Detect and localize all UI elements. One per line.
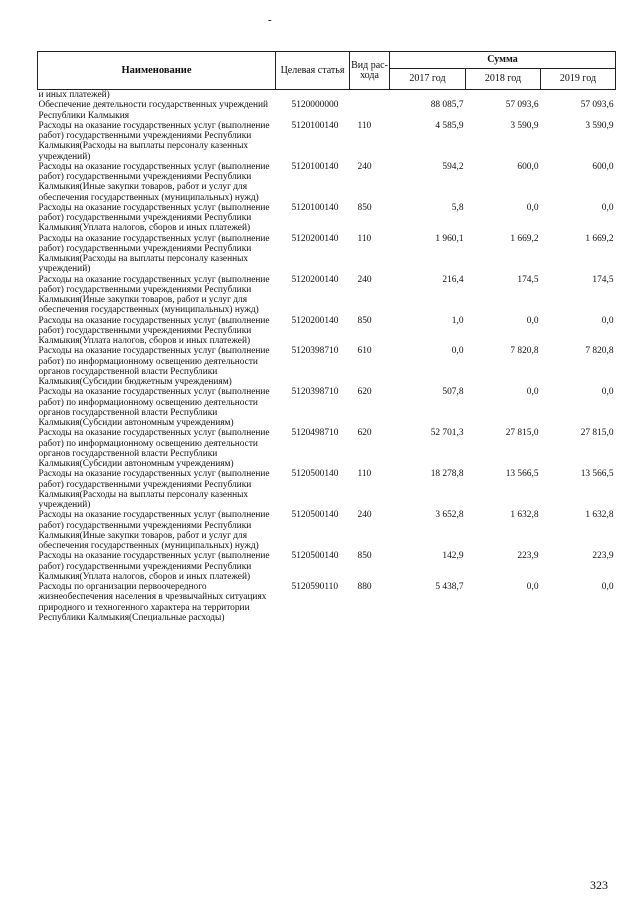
row-sum-2018: 600,0 bbox=[517, 161, 539, 172]
table-row bbox=[38, 428, 616, 469]
row-vid bbox=[350, 90, 390, 101]
row-sum-2019: 174,5 bbox=[592, 274, 614, 285]
table-row bbox=[38, 551, 616, 582]
row-vid: 240 bbox=[357, 161, 372, 172]
row-name: Расходы на оказание государственных услуг (выполнение работ) государственными учреждениями Республики Калмыкия(Расходы на выплаты персоналу казенных учреждений) bbox=[38, 233, 270, 275]
row-sum-2017: 0,0 bbox=[451, 346, 464, 357]
row-vid: 110 bbox=[357, 469, 372, 480]
row-sum-2019: 13 566,5 bbox=[580, 469, 614, 480]
row-sum-2019: 0,0 bbox=[601, 582, 614, 592]
header-sum: Сумма bbox=[390, 52, 616, 69]
row-code: 5120500140 bbox=[291, 469, 339, 480]
row-code: 5120398710 bbox=[291, 346, 339, 357]
row-sum-2018: 1 669,2 bbox=[510, 233, 539, 244]
top-mark: - bbox=[268, 14, 272, 26]
row-name: Обеспечение деятельности государственных учреждений Республики Калмыкия bbox=[38, 100, 268, 121]
row-vid: 850 bbox=[357, 202, 372, 213]
table-row bbox=[38, 100, 616, 121]
row-sum-2018: 0,0 bbox=[526, 582, 539, 592]
row-name: Расходы на оказание государственных услуг (выполнение работ) государственными учреждениями Республики Калмыкия(Расходы на выплаты персоналу казенных учреждений) bbox=[38, 469, 270, 510]
table-row bbox=[38, 510, 616, 551]
table-row bbox=[38, 162, 616, 203]
row-code: 5120000000 bbox=[291, 100, 339, 111]
row-sum-2017: 216,4 bbox=[442, 274, 464, 285]
row-sum-2017: 142,9 bbox=[442, 551, 464, 562]
row-vid: 610 bbox=[357, 346, 372, 357]
row-sum-2019: 7 820,8 bbox=[585, 346, 614, 357]
row-code: 5120398710 bbox=[291, 387, 339, 398]
row-vid: 110 bbox=[357, 233, 372, 244]
row-name: Расходы на оказание государственных услуг (выполнение работ) государственными учреждениями Республики Калмыкия(Иные закупки товаров, работ и услуг для обеспечения государственных (муниципальных) нужд) bbox=[38, 510, 270, 551]
row-sum-2019: 1 669,2 bbox=[585, 233, 614, 244]
row-name: Расходы на оказание государственных услуг (выполнение работ) государственными учреждениями Республики Калмыкия(Уплата налогов, сборов и иных платежей) bbox=[38, 202, 270, 234]
row-sum-2018: 0,0 bbox=[526, 202, 539, 213]
row-name: Расходы на оказание государственных услуг (выполнение работ) по информационному освещению деятельности органов государственной власти Республики Калмыкия(Субсидии автономным учреждениям) bbox=[38, 387, 270, 428]
row-code bbox=[276, 90, 350, 101]
table-row bbox=[38, 316, 616, 347]
row-sum-2018: 0,0 bbox=[526, 387, 539, 398]
row-name: Расходы на оказание государственных услуг (выполнение работ) государственными учреждениями Республики Калмыкия(Уплата налогов, сборов и иных платежей) bbox=[38, 315, 270, 346]
row-sum-2017: 1 960,1 bbox=[435, 233, 464, 244]
row-vid: 850 bbox=[357, 551, 372, 562]
row-vid: 110 bbox=[357, 120, 372, 131]
row-code: 5120500140 bbox=[291, 510, 339, 521]
row-code: 5120100140 bbox=[291, 161, 339, 172]
row-sum-2017: 507,8 bbox=[442, 387, 464, 398]
row-vid: 620 bbox=[357, 387, 372, 398]
table-row bbox=[38, 275, 616, 316]
row-name: Расходы по организации первоочередного жизнеобеспечения населения в чрезвычайных ситуациях природного и техногенного характера на территории Республики Калмыкия(Специальные расходы) bbox=[38, 582, 267, 623]
header-vid: Вид рас-хода bbox=[350, 52, 390, 90]
row-sum-2017: 1,0 bbox=[451, 315, 464, 326]
row-sum-2018: 13 566,5 bbox=[505, 469, 539, 480]
row-code: 5120100140 bbox=[291, 120, 339, 131]
table-row bbox=[38, 234, 616, 275]
table-row bbox=[38, 346, 616, 387]
row-name: Расходы на оказание государственных услуг (выполнение работ) государственными учреждениями Республики Калмыкия(Расходы на выплаты персоналу казенных учреждений) bbox=[38, 120, 270, 162]
row-name: и иных платежей) bbox=[38, 90, 110, 100]
row-name: Расходы на оказание государственных услуг (выполнение работ) государственными учреждениями Республики Калмыкия(Иные закупки товаров, работ и услуг для обеспечения государственных (муниципальных) нужд) bbox=[38, 161, 270, 203]
row-code: 5120498710 bbox=[291, 428, 339, 439]
table-row bbox=[38, 203, 616, 234]
row-sum-2018: 3 590,9 bbox=[510, 120, 539, 131]
row-vid: 240 bbox=[357, 510, 372, 521]
table-row bbox=[38, 387, 616, 428]
row-sum-2018 bbox=[466, 90, 541, 101]
row-sum-2019: 3 590,9 bbox=[585, 120, 614, 131]
row-sum-2019: 0,0 bbox=[601, 315, 614, 326]
row-sum-2017: 3 652,8 bbox=[435, 510, 464, 521]
row-code: 5120200140 bbox=[291, 315, 339, 326]
header-year-2019: 2019 год bbox=[541, 69, 616, 90]
row-sum-2018: 223,9 bbox=[517, 551, 539, 562]
row-sum-2019: 57 093,6 bbox=[580, 100, 614, 111]
row-vid: 620 bbox=[357, 428, 372, 439]
row-code: 5120200140 bbox=[291, 274, 339, 285]
row-sum-2018: 57 093,6 bbox=[505, 100, 539, 111]
row-sum-2019 bbox=[541, 90, 616, 101]
row-code: 5120100140 bbox=[291, 202, 339, 213]
row-vid: 850 bbox=[357, 315, 372, 326]
header-year-2018: 2018 год bbox=[466, 69, 541, 90]
row-sum-2017: 88 085,7 bbox=[430, 100, 464, 111]
row-sum-2019: 600,0 bbox=[592, 161, 614, 172]
row-sum-2019: 223,9 bbox=[592, 551, 614, 562]
row-sum-2018: 7 820,8 bbox=[510, 346, 539, 357]
budget-table bbox=[37, 51, 616, 623]
header-name: Наименование bbox=[38, 52, 276, 90]
row-sum-2017: 18 278,8 bbox=[430, 469, 464, 480]
header-code: Целевая статья bbox=[276, 52, 350, 90]
table-row bbox=[38, 121, 616, 162]
row-name: Расходы на оказание государственных услуг (выполнение работ) государственными учреждениями Республики Калмыкия(Уплата налогов, сборов и иных платежей) bbox=[38, 551, 270, 582]
table-row bbox=[38, 90, 616, 101]
row-sum-2017: 5 438,7 bbox=[435, 582, 464, 592]
row-vid: 240 bbox=[357, 274, 372, 285]
row-sum-2017: 5,8 bbox=[451, 202, 464, 213]
row-sum-2019: 27 815,0 bbox=[580, 428, 614, 439]
row-code: 5120200140 bbox=[291, 233, 339, 244]
row-sum-2019: 0,0 bbox=[601, 387, 614, 398]
row-sum-2017 bbox=[390, 90, 466, 101]
row-name: Расходы на оказание государственных услуг (выполнение работ) государственными учреждениями Республики Калмыкия(Иные закупки товаров, работ и услуг для обеспечения государственных (муниципальных) нужд) bbox=[38, 274, 270, 316]
header-year-2017: 2017 год bbox=[390, 69, 466, 90]
row-vid: 880 bbox=[357, 582, 372, 592]
row-sum-2018: 1 632,8 bbox=[510, 510, 539, 521]
page-number: 323 bbox=[590, 878, 608, 892]
row-sum-2018: 0,0 bbox=[526, 315, 539, 326]
row-sum-2019: 0,0 bbox=[601, 202, 614, 213]
row-vid bbox=[350, 100, 390, 121]
row-code: 5120500140 bbox=[291, 551, 339, 562]
row-sum-2018: 27 815,0 bbox=[505, 428, 539, 439]
row-name: Расходы на оказание государственных услуг (выполнение работ) по информационному освещению деятельности органов государственной власти Республики Калмыкия(Субсидии автономным учреждениям) bbox=[38, 428, 270, 469]
row-name: Расходы на оказание государственных услуг (выполнение работ) по информационному освещению деятельности органов государственной власти Республики Калмыкия(Субсидии бюджетным учреждениям) bbox=[38, 346, 270, 387]
row-sum-2017: 594,2 bbox=[442, 161, 464, 172]
row-sum-2017: 4 585,9 bbox=[435, 120, 464, 131]
table-row bbox=[38, 469, 616, 510]
row-code: 5120590110 bbox=[291, 582, 339, 592]
row-sum-2017: 52 701,3 bbox=[430, 428, 464, 439]
row-sum-2018: 174,5 bbox=[517, 274, 539, 285]
row-sum-2019: 1 632,8 bbox=[585, 510, 614, 521]
table-row bbox=[38, 582, 616, 623]
